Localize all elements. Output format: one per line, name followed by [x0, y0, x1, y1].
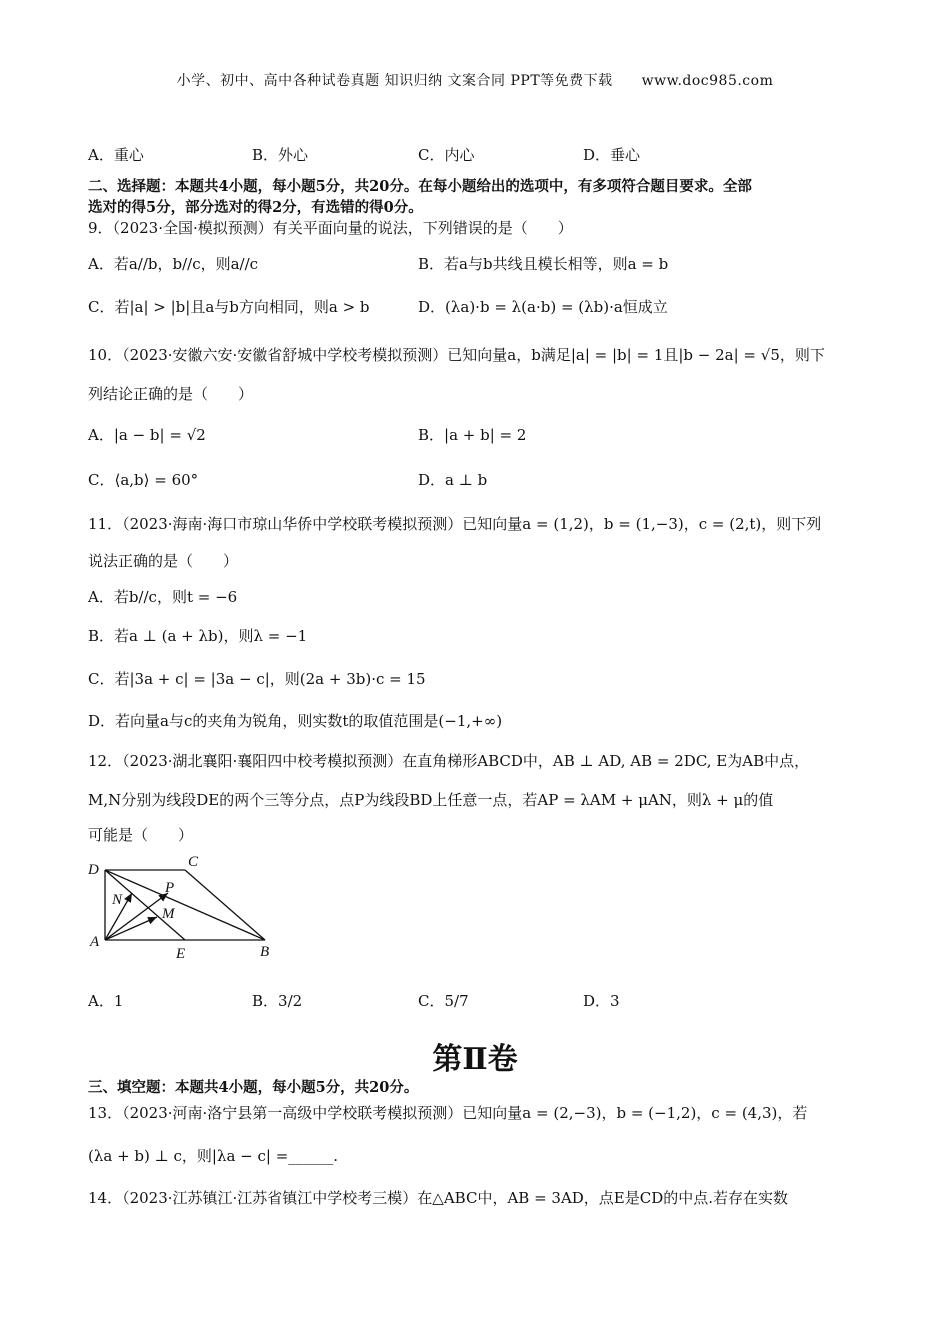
- label-c: C: [188, 854, 199, 870]
- q12-stem-line1: 12．（2023·湖北襄阳·襄阳四中校考模拟预测）在直角梯形ABCD中，AB ⊥ AD, AB = 2DC, E为AB中点，: [88, 752, 810, 770]
- q11-option-c: C．若|3a + c| = |3a − c|，则(2a + 3b)·c = 15: [88, 670, 426, 688]
- q8-option-c: C．内心: [418, 146, 475, 164]
- q9-option-b: B．若a与b共线且模长相等，则a = b: [418, 255, 669, 273]
- q12-stem-line2: M,N分别为线段DE的两个三等分点，点P为线段BD上任意一点，若AP = λAM + μAN，则λ + μ的值: [88, 791, 774, 809]
- q11-stem-line2: 说法正确的是（ ）: [88, 552, 239, 570]
- q10-option-d: D．a ⊥ b: [418, 471, 488, 489]
- q10-stem-line1: 10．（2023·安徽六安·安徽省舒城中学校考模拟预测）已知向量a，b满足|a| = |b| = 1且|b − 2a| = √5，则下: [88, 346, 825, 364]
- q12-option-d: D．3: [583, 992, 620, 1010]
- trapezoid-figure: [80, 850, 280, 965]
- q9-stem: 9．（2023·全国·模拟预测）有关平面向量的说法，下列错误的是（ ）: [88, 219, 573, 237]
- label-a: A: [90, 934, 100, 950]
- page-header: 小学、初中、高中各种试卷真题 知识归纳 文案合同 PPT等免费下载 www.doc985.com: [176, 73, 774, 89]
- q8-option-a: A．重心: [88, 146, 144, 164]
- q13-stem-line1: 13．（2023·河南·洛宁县第一高级中学校联考模拟预测）已知向量a = (2,−3)，b = (−1,2)，c = (4,3)，若: [88, 1104, 808, 1122]
- q9-option-a: A．若a//b，b//c，则a//c: [88, 255, 259, 273]
- q12-option-a: A．1: [88, 992, 124, 1010]
- q10-option-c: C．⟨a,b⟩ = 60°: [88, 471, 199, 489]
- q10-option-b: B．|a + b| = 2: [418, 426, 527, 444]
- segment-cb: [185, 870, 265, 940]
- q10-stem-line2: 列结论正确的是（ ）: [88, 385, 254, 403]
- section2-heading-line1: 二、选择题：本题共4小题，每小题5分，共20分。在每小题给出的选项中，有多项符合题目要求。全部: [88, 178, 752, 195]
- section2-heading-line2: 选对的得5分，部分选对的得2分，有选错的得0分。: [88, 199, 423, 216]
- q12-option-c: C．5/7: [418, 992, 469, 1010]
- q11-stem-line1: 11．（2023·海南·海口市琼山华侨中学校联考模拟预测）已知向量a = (1,2)，b = (1,−3)，c = (2,t)，则下列: [88, 515, 822, 533]
- label-d: D: [88, 862, 99, 878]
- q14-stem-line1: 14．（2023·江苏镇江·江苏省镇江中学校考三模）在△ABC中，AB = 3AD，点E是CD的中点.若存在实数: [88, 1189, 789, 1207]
- label-m: M: [162, 906, 175, 922]
- part2-title: 第Ⅱ卷: [432, 1042, 518, 1077]
- q12-option-b: B．3/2: [252, 992, 303, 1010]
- q10-option-a: A．|a − b| = √2: [88, 426, 206, 444]
- q11-option-d: D．若向量a与c的夹角为锐角，则实数t的取值范围是(−1,+∞): [88, 712, 503, 730]
- q13-stem-line2: (λa + b) ⊥ c，则|λa − c| =______.: [88, 1147, 339, 1165]
- label-p: P: [165, 880, 175, 896]
- q11-option-a: A．若b//c，则t = −6: [88, 588, 238, 606]
- label-n: N: [112, 892, 123, 908]
- section3-heading: 三、填空题：本题共4小题，每小题5分，共20分。: [88, 1079, 419, 1096]
- q9-option-c: C．若|a| > |b|且a与b方向相同，则a > b: [88, 298, 370, 316]
- label-e: E: [176, 946, 186, 962]
- q11-option-b: B．若a ⊥ (a + λb)，则λ = −1: [88, 627, 308, 645]
- q12-stem-line3: 可能是（ ）: [88, 826, 194, 844]
- q8-option-d: D．垂心: [583, 146, 641, 164]
- q8-option-b: B．外心: [252, 146, 309, 164]
- label-b: B: [260, 944, 270, 960]
- q9-option-d: D．(λa)·b = λ(a·b) = (λb)·a恒成立: [418, 298, 668, 316]
